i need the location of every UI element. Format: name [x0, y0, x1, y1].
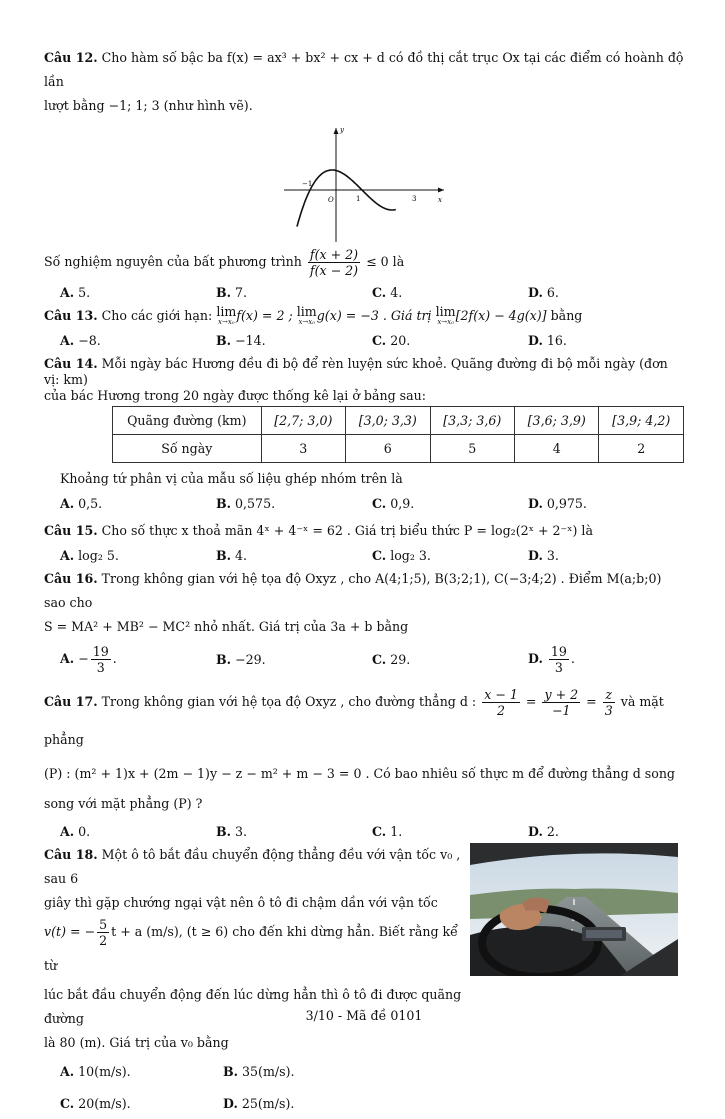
q18-option-b[interactable]: B. 35(m/s). — [223, 1063, 295, 1079]
q17-text-2: (P) : (m² + 1)x + (2m − 1)y − z − m² + m − 3 = 0 . Có bao nhiêu số thực m để đường thẳng d song — [44, 766, 675, 781]
q13-option-c[interactable]: C. 20. — [372, 332, 411, 348]
q12-option-d[interactable]: D. 6. — [528, 284, 559, 300]
y-axis-arrow — [334, 128, 339, 134]
interval-cell: [3,0; 3,3) — [346, 407, 430, 435]
cubic-curve — [297, 170, 396, 227]
count-cell: 6 — [346, 435, 430, 463]
interval-cell: [3,3; 3,6) — [430, 407, 514, 435]
q16-option-c[interactable]: C. 29. — [372, 651, 411, 667]
q12-label: Câu 12. — [44, 50, 98, 65]
q12-ask — [44, 244, 684, 280]
q13-options — [44, 328, 684, 352]
y-axis-label: y — [340, 126, 344, 134]
q13-option-d[interactable]: D. 16. — [528, 332, 567, 348]
q15-option-c[interactable]: C. log₂ 3. — [372, 547, 431, 563]
q15-option-b[interactable]: B. 4. — [216, 547, 248, 563]
q13-label: Câu 13. — [44, 308, 98, 323]
q14-label: Câu 14. — [44, 356, 98, 371]
q18-text: Câu 18. Một ô tô bắt đầu chuyển động thẳng đều với vận tốc v₀ , sau 6 giây thì gặp chướng ngại vật nên ô tô đi chậm dần với vận tốc v(t) = − $\frac{5}{2}$ t + a (m/s), (t ≥ 6) cho đến khi dừng hẳn. Biết rằng kể từ lúc bắt đầu chuyển động đến lúc dừng hẳn thì ô tô đi được quãng đường là 80 (m). Giá trị của v₀ bằng A. 10(m/s). B. 35(m/s). C. 20(m/s). D. 25(m/s). — [44, 843, 468, 1119]
q14-frequency-table — [112, 406, 684, 463]
q17-text-3: song với mặt phẳng (P) ? — [44, 796, 203, 811]
q13-text: Câu 13. Cho các giới hạn: lim x→x₀ f(x) = 2 ; lim x→x₀ g(x) = −3 . Giá trị lim x→x₀ [2f(x) − 4g(x)] bằng — [44, 303, 583, 326]
q17-label: Câu 17. — [44, 694, 98, 709]
q12-text-2: lượt bằng −1; 1; 3 (như hình vẽ). — [44, 98, 253, 113]
q15-option-a[interactable]: A. log₂ 5. — [60, 547, 119, 563]
count-cell: 2 — [599, 435, 684, 463]
q18-options-row-1 — [44, 1055, 468, 1087]
q12-text-1 — [44, 46, 684, 94]
q14-options — [44, 491, 684, 515]
tick-minus-1: −1 — [302, 180, 313, 188]
q17-text-1: Câu 17. Trong không gian với hệ tọa độ Oxyz , cho đường thẳng d : $\frac{x - 1}{2}$ = $\frac{y + 2}{-1}$ = $\frac{z}{3}$ và mặt phẳng — [44, 687, 664, 747]
q13-lim-3: lim x→x₀ — [435, 303, 456, 326]
q18-option-d[interactable]: D. 25(m/s). — [223, 1095, 295, 1111]
q14-option-a[interactable]: A. 0,5. — [60, 495, 103, 511]
count-cell: 4 — [514, 435, 598, 463]
q17-option-d[interactable]: D. 2. — [528, 823, 559, 839]
q18-option-c[interactable]: C. 20(m/s). — [60, 1095, 131, 1111]
q17-options — [44, 819, 684, 843]
cubic-graph — [284, 124, 454, 244]
page-footer: 3/10 - Mã đề 0101 — [305, 1008, 423, 1023]
table-row — [113, 435, 684, 463]
q13-option-b[interactable]: B. −14. — [216, 332, 266, 348]
q18-options-row-2 — [44, 1087, 468, 1119]
q12-statement: Cho hàm số bậc ba f(x) = ax³ + bx² + cx + d có đồ thị cắt trục Ox tại các điểm có hoành độ lần — [44, 50, 684, 89]
q16-option-b[interactable]: B. −29. — [216, 651, 266, 667]
table-row-label: Số ngày — [113, 435, 262, 463]
q16-text-2: S = MA² + MB² − MC² nhỏ nhất. Giá trị của 3a + b bằng — [44, 619, 409, 634]
q12-ask-pre: Số nghiệm nguyên của bất phương trình — [44, 254, 302, 269]
q12-ask-post: ≤ 0 là — [366, 254, 405, 269]
q12-options — [44, 280, 684, 304]
q18-label: Câu 18. — [44, 847, 98, 862]
q14-text-1: Câu 14. Mỗi ngày bác Hương đều đi bộ để rèn luyện sức khoẻ. Quãng đường đi bộ mỗi ngày (đơn vị: km) — [44, 356, 668, 387]
count-cell: 3 — [261, 435, 345, 463]
q13-lim-1: lim x→x₀ — [216, 303, 237, 326]
q14-option-d[interactable]: D. 0,975. — [528, 495, 587, 511]
car-driving-photo — [470, 843, 678, 976]
q15-label: Câu 15. — [44, 523, 98, 538]
q13-lim-2: lim x→x₀ — [296, 303, 317, 326]
q15-options — [44, 543, 684, 567]
table-row — [113, 407, 684, 435]
x-axis-label: x — [438, 196, 442, 204]
q12-fraction — [308, 247, 360, 278]
q14-option-c[interactable]: C. 0,9. — [372, 495, 415, 511]
origin-label: O — [328, 196, 334, 204]
q13-option-a[interactable]: A. −8. — [60, 332, 101, 348]
interval-cell: [2,7; 3,0) — [261, 407, 345, 435]
q16-options — [44, 639, 684, 679]
q12-option-a[interactable]: A. 5. — [60, 284, 91, 300]
count-cell: 5 — [430, 435, 514, 463]
q17-option-b[interactable]: B. 3. — [216, 823, 248, 839]
tick-3: 3 — [412, 195, 417, 203]
q18-block — [44, 843, 684, 1119]
tick-1: 1 — [356, 195, 361, 203]
q15-text: Câu 15. Cho số thực x thoả mãn 4ˣ + 4⁻ˣ = 62 . Giá trị biểu thức P = log₂(2ˣ + 2⁻ˣ) là — [44, 523, 593, 538]
q16-text-1: Câu 16. Trong không gian với hệ tọa độ Oxyz , cho A(4;1;5), B(3;2;1), C(−3;4;2) . Điểm M(a;b;0) sao cho — [44, 571, 662, 610]
q12-frac-num: f(x + 2) — [309, 247, 359, 262]
q14-text-2: của bác Hương trong 20 ngày được thống kê lại ở bảng sau: — [44, 388, 426, 403]
table-header-cell: Quãng đường (km) — [113, 407, 262, 435]
q16-option-d[interactable]: D. $\frac{19}{3}$ . — [528, 643, 575, 675]
q12-option-b[interactable]: B. 7. — [216, 284, 248, 300]
q12-frac-den: f(x − 2) — [309, 263, 359, 278]
q16-label: Câu 16. — [44, 571, 98, 586]
q14-ask: Khoảng tứ phân vị của mẫu số liệu ghép nhóm trên là — [60, 471, 403, 486]
q12-option-c[interactable]: C. 4. — [372, 284, 403, 300]
q18-option-a[interactable]: A. 10(m/s). — [60, 1063, 131, 1079]
interval-cell: [3,6; 3,9) — [514, 407, 598, 435]
q16-option-a[interactable]: A. − $\frac{19}{3}$ . — [60, 643, 117, 675]
interval-cell: [3,9; 4,2) — [599, 407, 684, 435]
q17-option-a[interactable]: A. 0. — [60, 823, 91, 839]
q14-option-b[interactable]: B. 0,575. — [216, 495, 276, 511]
q15-option-d[interactable]: D. 3. — [528, 547, 559, 563]
q17-option-c[interactable]: C. 1. — [372, 823, 403, 839]
exam-page — [44, 46, 684, 1119]
x-axis-arrow — [438, 188, 444, 193]
